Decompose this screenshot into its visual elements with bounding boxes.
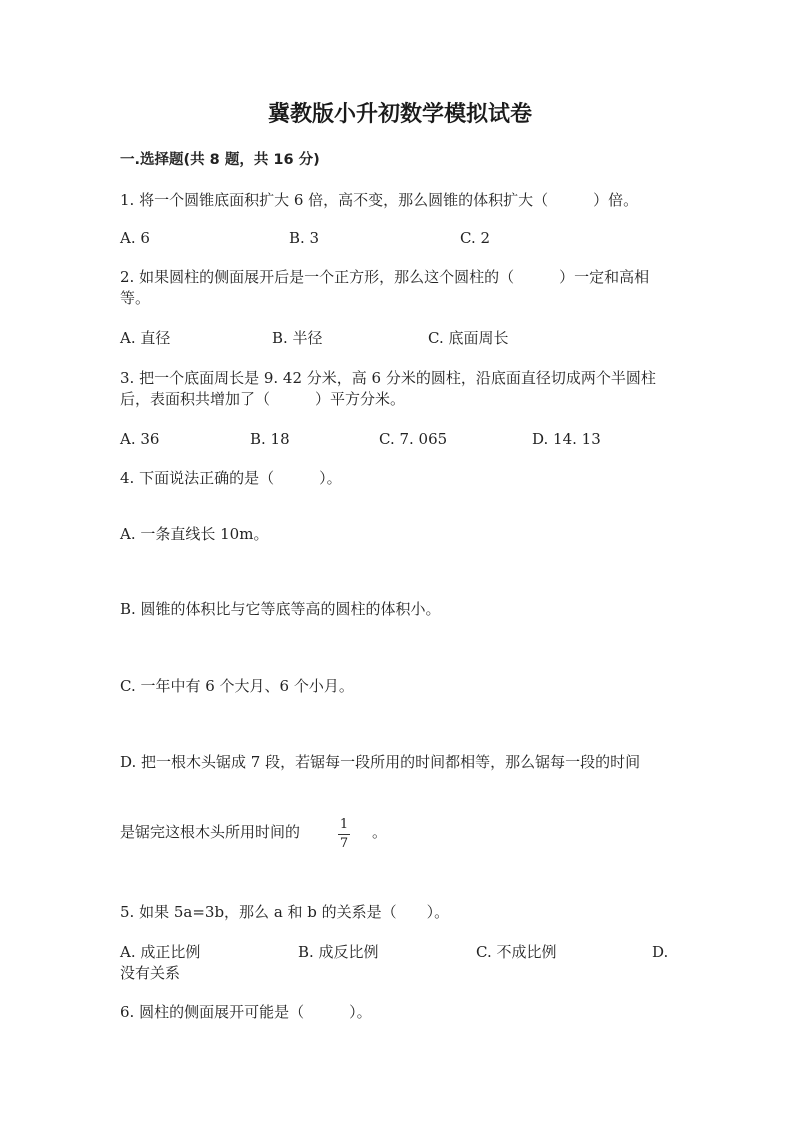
question-3-stem-line-1: 3. 把一个底面周长是 9. 42 分米，高 6 分米的圆柱，沿底面直径切成两个半圆柱 — [120, 369, 656, 387]
question-1-option-a: A. 6 — [120, 229, 150, 247]
question-3-stem-line-2: 后，表面积共增加了（ ）平方分米。 — [120, 390, 406, 408]
question-6-stem: 6. 圆柱的侧面展开可能是（ ）。 — [120, 1003, 372, 1021]
question-4-option-d-line-1: D. 把一根木头锯成 7 段，若锯每一段所用的时间都相等，那么锯每一段的时间 — [120, 753, 641, 771]
question-4-option-d-line-2: 是锯完这根木头所用时间的 — [120, 823, 301, 841]
question-4-option-d-end: 。 — [372, 823, 388, 841]
fraction-bar — [338, 834, 350, 835]
question-1-option-c: C. 2 — [460, 229, 491, 247]
question-4-option-c: C. 一年中有 6 个大月、6 个小月。 — [120, 677, 354, 695]
question-3-option-c: C. 7. 065 — [379, 430, 448, 448]
question-4-stem: 4. 下面说法正确的是（ ）。 — [120, 469, 342, 487]
question-3-option-a: A. 36 — [120, 430, 160, 448]
question-4-option-a: A. 一条直线长 10m。 — [120, 525, 269, 543]
question-4-option-b: B. 圆锥的体积比与它等底等高的圆柱的体积小。 — [120, 600, 441, 618]
section-heading: 一.选择题(共 8 题，共 16 分) — [120, 152, 320, 168]
question-5-option-c: C. 不成比例 — [476, 943, 557, 961]
question-2-option-a: A. 直径 — [120, 329, 171, 347]
question-2-stem-line-1: 2. 如果圆柱的侧面展开后是一个正方形，那么这个圆柱的（ ）一定和高相 — [120, 268, 650, 286]
question-3-option-d: D. 14. 13 — [532, 430, 601, 448]
question-1-option-b: B. 3 — [289, 229, 320, 247]
question-3-option-b: B. 18 — [250, 430, 290, 448]
question-5-stem: 5. 如果 5a=3b，那么 a 和 b 的关系是（ ）。 — [120, 903, 450, 921]
question-5-option-d-continued: 没有关系 — [120, 964, 181, 982]
fraction-one-seventh — [336, 817, 352, 852]
question-2-option-c: C. 底面周长 — [428, 329, 509, 347]
fraction-denominator: 7 — [339, 836, 349, 851]
question-1-stem: 1. 将一个圆锥底面积扩大 6 倍，高不变，那么圆锥的体积扩大（ ）倍。 — [120, 191, 639, 209]
question-5-option-a: A. 成正比例 — [120, 943, 201, 961]
exam-title: 冀教版小升初数学模拟试卷 — [267, 102, 532, 127]
question-5-option-b: B. 成反比例 — [298, 943, 379, 961]
fraction-numerator: 1 — [339, 817, 349, 832]
question-2-stem-line-2: 等。 — [120, 289, 151, 307]
question-2-option-b: B. 半径 — [272, 329, 323, 347]
question-5-option-d: D. — [652, 943, 669, 961]
